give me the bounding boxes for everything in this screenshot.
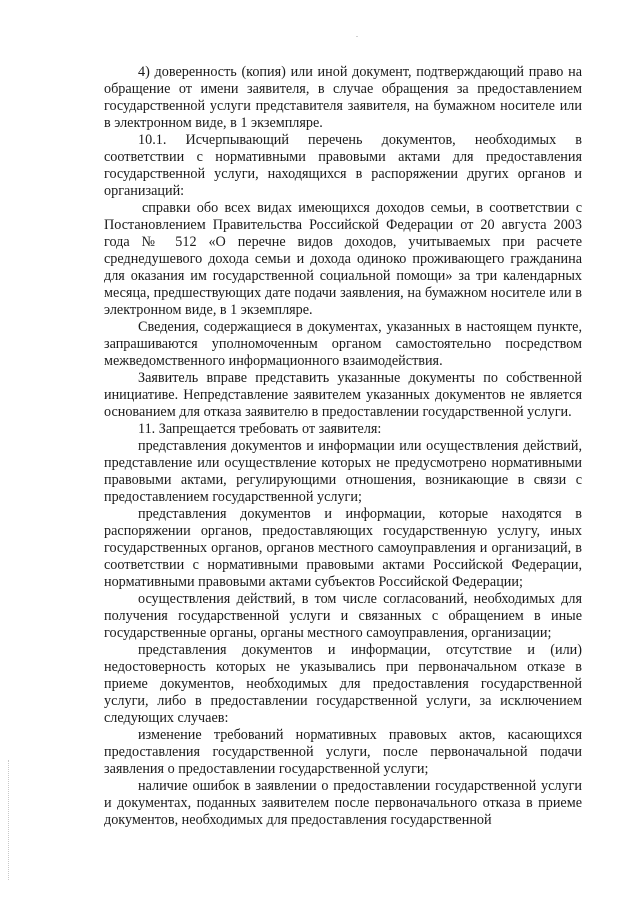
paragraph-prohibited-3: осуществления действий, в том числе согласований, необходимых для получения государственной услуги и связанных с обращением в иные государственные органы, органы местного самоуправления, организации; [104, 591, 582, 641]
paragraph-prohibited-4: представления документов и информации, отсутствие и (или) недостоверность которых не указывались при первоначальном отказе в приеме документов, необходимых для предоставления государственной услуги, либо в предоставлении государственной услуги, за исключением следующих случаев: [104, 642, 582, 726]
paragraph-income-certificates: справки обо всех видах имеющихся доходов семьи, в соответствии с Постановлением Правительства Российской Федерации от 20 августа 2003 года № 512 «О перечне видов доходов, учитываемых при расчете среднедушевого дохода семьи и дохода одиноко проживающего гражданина для оказания им государственной социальной помощи» за три календарных месяца, предшествующих дате подачи заявления, на бумажном носителе или в электронном виде, в 1 экземпляре. [104, 200, 582, 318]
document-page [104, 64, 582, 829]
paragraph-11-heading: 11. Запрещается требовать от заявителя: [138, 421, 382, 437]
paragraph-exception-1: изменение требований нормативных правовых актов, касающихся предоставления государственной услуги, после первоначальной подачи заявления о предоставлении государственной услуги; [104, 727, 582, 777]
paragraph-information-exchange: Сведения, содержащиеся в документах, указанных в настоящем пункте, запрашиваются уполномоченным органом самостоятельно посредством межведомственного информационного взаимодействия. [104, 319, 582, 369]
paragraph-exception-2: наличие ошибок в заявлении о предоставлении государственной услуги и документах, поданных заявителем после первоначального отказа в приеме документов, необходимых для предоставления государственной [104, 778, 582, 828]
paragraph-power-of-attorney: 4) доверенность (копия) или иной документ, подтверждающий право на обращение от имени заявителя, в случае обращения за предоставлением государственной услуги представителя заявителя, на бумажном носителе или в электронном виде, в 1 экземпляре. [104, 64, 582, 131]
scan-dot [356, 36, 358, 37]
paragraph-prohibited-2: представления документов и информации, которые находятся в распоряжении органов, предоставляющих государственную услугу, иных государственных органов, органов местного самоуправления и организаций, в соответствии с нормативными правовыми актами Российской Федерации, нормативными правовыми актами субъектов Российской Федерации; [104, 506, 582, 590]
scan-margin-artifact [8, 760, 13, 880]
paragraph-prohibited-1: представления документов и информации или осуществления действий, представление или осуществление которых не предусмотрено нормативными правовыми актами, регулирующими отношения, возникающие в связи с предоставлением государственной услуги; [104, 438, 582, 505]
paragraph-own-initiative: Заявитель вправе представить указанные документы по собственной инициативе. Непредставление заявителем указанных документов не является основанием для отказа заявителю в предоставлении государственной услуги. [104, 370, 582, 420]
paragraph-10-1: 10.1. Исчерпывающий перечень документов, необходимых в соответствии с нормативными правовыми актами для предоставления государственной услуги, находящихся в распоряжении других органов и организаций: [104, 132, 582, 199]
